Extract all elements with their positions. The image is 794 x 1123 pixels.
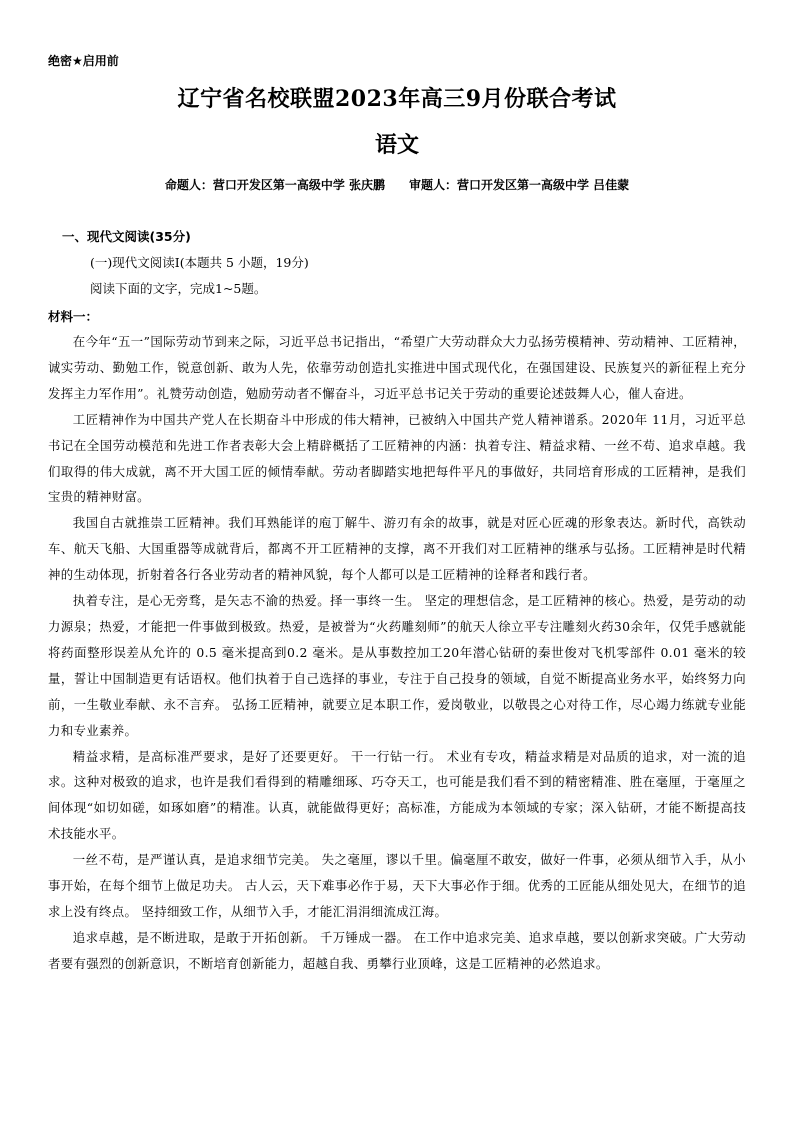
paragraph: 一丝不苟，是严谨认真，是追求细节完美。 失之毫厘，谬以千里。偏毫厘不敢安，做好一件事，必须从细节入手，从小事开始，在每个细节上做足功夫。 古人云，天下难事必作于易，天下大事必作于细。优秀的工匠能从细处见大，在细节的追求上没有终点。 坚持细致工作，从细节入手，才能汇涓涓细流成江海。: [48, 852, 746, 919]
reviewer: 审题人：营口开发区第一高级中学 吕佳蒙: [409, 178, 630, 192]
paragraph: 执着专注，是心无旁骛，是矢志不渝的热爱。择一事终一生。 坚定的理想信念，是工匠精神的核心。热爱，是劳动的动力源泉；热爱，才能把一件事做到极致。热爱，是被誉为“火药雕刻师”的航天人徐立平专注雕刻火药30余年，仅凭手感就能将药面整形误差从允许的 0.5 毫米提高到0.2 毫米。是从事数控加工20年潜心钻研的秦世俊对飞机零部件 0.01 毫米的较量，誓让中国制造更有话语权。他们执着于自己选择的事业，专注于自己投身的领域，自觉不断提高业务水平，始终努力向前，一生敬业奉献、永不言弃。 弘扬工匠精神，就要立足本职工作，爱岗敬业，以敬畏之心对待工作，尽心竭力练就专业能力和专业素养。: [48, 593, 746, 738]
paragraph: 追求卓越，是不断进取，是敢于开拓创新。 千万锤成一器。 在工作中追求完美、追求卓越，要以创新求突破。广大劳动者要有强烈的创新意识，不断培育创新能力，超越自我、勇攀行业顶峰，这是工匠精神的必然追求。: [48, 929, 746, 971]
paragraph: 在今年“五一”国际劳动节到来之际，习近平总书记指出，“希望广大劳动群众大力弘扬劳模精神、劳动精神、工匠精神，诚实劳动、勤勉工作，锐意创新、敢为人先，依靠劳动创造扎实推进中国式现代化，在强国建设、民族复兴的新征程上充分发挥主力军作用”。礼赞劳动创造，勉励劳动者不懈奋斗，习近平总书记关于劳动的重要论述鼓舞人心，催人奋进。: [48, 334, 746, 401]
reading-instruction: 阅读下面的文字，完成1~5题。: [90, 281, 267, 296]
subsection-heading: (一)现代文阅读I(本题共 5 小题，19分): [90, 255, 309, 270]
material-body: [48, 329, 746, 977]
section-heading: 一、现代文阅读(35分): [62, 229, 191, 244]
exam-subject: 语文: [374, 132, 419, 158]
secret-mark: 绝密★启用前: [48, 54, 119, 68]
exam-title: 辽宁省名校联盟2023年高三9月份联合考试: [177, 86, 617, 112]
material-label: 材料一：: [48, 309, 99, 324]
author-line: [0, 176, 794, 193]
paragraph: 精益求精，是高标准严要求，是好了还要更好。 干一行钻一行。 术业有专攻，精益求精是对品质的追求，对一流的追求。这种对极致的追求，也许是我们看得到的精雕细琢、巧夺天工，也可能是我们看不到的精密精准、胜在毫厘，于毫厘之间体现“如切如磋，如琢如磨”的精准。认真，就能做得更好；高标准，方能成为本领域的专家；深入钻研，才能不断提高技术技能水平。: [48, 748, 746, 842]
paragraph: 我国自古就推崇工匠精神。我们耳熟能详的庖丁解牛、游刃有余的故事，就是对匠心匠魂的形象表达。新时代，高铁动车、航天飞船、大国重器等成就背后，都离不开工匠精神的支撑，离不开我们对工匠精神的继承与弘扬。工匠精神是时代精神的生动体现，折射着各行各业劳动者的精神风貌，每个人都可以是工匠精神的诠释者和践行者。: [48, 515, 746, 583]
author: 命题人：营口开发区第一高级中学 张庆鹏: [164, 178, 385, 192]
paragraph: 工匠精神作为中国共产党人在长期奋斗中形成的伟大精神，已被纳入中国共产党人精神谱系。2020年 11月，习近平总书记在全国劳动模范和先进工作者表彰大会上精辟概括了工匠精神的内涵：执着专注、精益求精、一丝不苟、追求卓越。我们取得的伟大成就，离不开大国工匠的倾情奉献。劳动者脚踏实地把每件平凡的事做好，共同培育形成的工匠精神，是我们宝贵的精神财富。: [48, 411, 746, 505]
